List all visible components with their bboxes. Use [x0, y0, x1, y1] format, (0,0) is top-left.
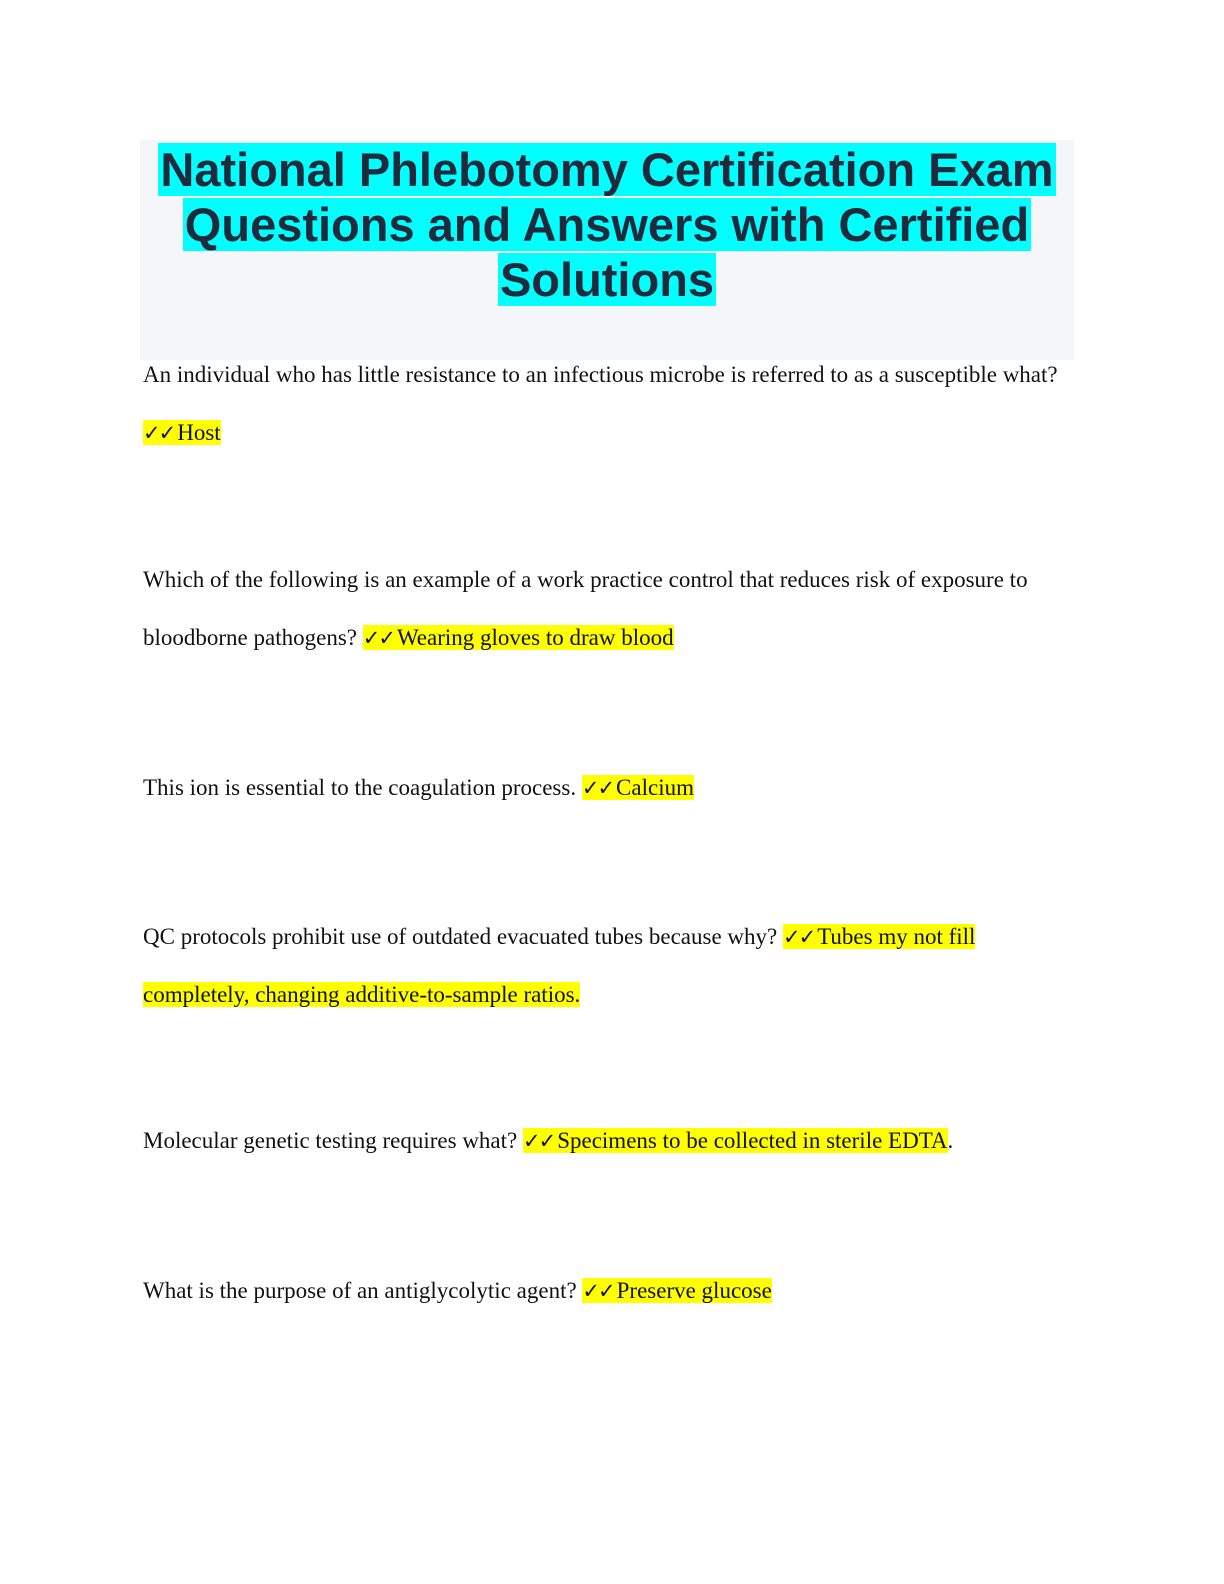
- title-line: National Phlebotomy Certification Exam: [160, 143, 1054, 196]
- qa-item: [143, 1262, 1083, 1320]
- answer-text: Preserve glucose: [616, 1278, 772, 1303]
- qa-item: [143, 346, 1083, 462]
- question-text: What is the purpose of an antiglycolytic agent?: [143, 1278, 577, 1303]
- answer-highlight: [363, 625, 674, 650]
- answer-highlight: [523, 1128, 948, 1153]
- document-title: [140, 140, 1074, 307]
- double-check-icon: ✓✓: [362, 626, 394, 650]
- answer-text: Calcium: [616, 775, 694, 800]
- double-check-icon: ✓✓: [523, 1129, 555, 1153]
- answer-highlight: [582, 1278, 771, 1303]
- answer-text: Specimens to be collected in sterile EDTA: [557, 1128, 948, 1153]
- question-text: This ion is essential to the coagulation process.: [143, 775, 577, 800]
- qa-item: [143, 551, 1083, 667]
- double-check-icon: ✓✓: [581, 776, 614, 800]
- qa-item: [143, 759, 1083, 817]
- answer-text: Tubes my not fill completely, changing additive-to-sample ratios.: [143, 924, 976, 1007]
- title-line: Questions and Answers with Certified: [184, 198, 1030, 251]
- answer-trailing: .: [947, 1128, 954, 1153]
- question-text: Which of the following is an example of a work practice control that reduces risk of exposure to bloodborne pathogens?: [143, 567, 1028, 650]
- qa-item: [143, 908, 1083, 1024]
- answer-highlight: [582, 775, 694, 800]
- title-line: Solutions: [499, 253, 715, 306]
- question-text: An individual who has little resistance to an infectious microbe is referred to as a susceptible what?: [143, 362, 1058, 387]
- answer-highlight: [143, 420, 221, 445]
- answer-text: Wearing gloves to draw blood: [396, 625, 674, 650]
- qa-item: [143, 1112, 1083, 1170]
- question-text: QC protocols prohibit use of outdated evacuated tubes because why?: [143, 924, 778, 949]
- double-check-icon: ✓✓: [782, 925, 815, 949]
- answer-text: Host: [177, 420, 221, 445]
- double-check-icon: ✓✓: [582, 1279, 614, 1303]
- question-text: Molecular genetic testing requires what?: [143, 1128, 518, 1153]
- double-check-icon: ✓✓: [143, 421, 175, 445]
- title-block: [140, 140, 1074, 360]
